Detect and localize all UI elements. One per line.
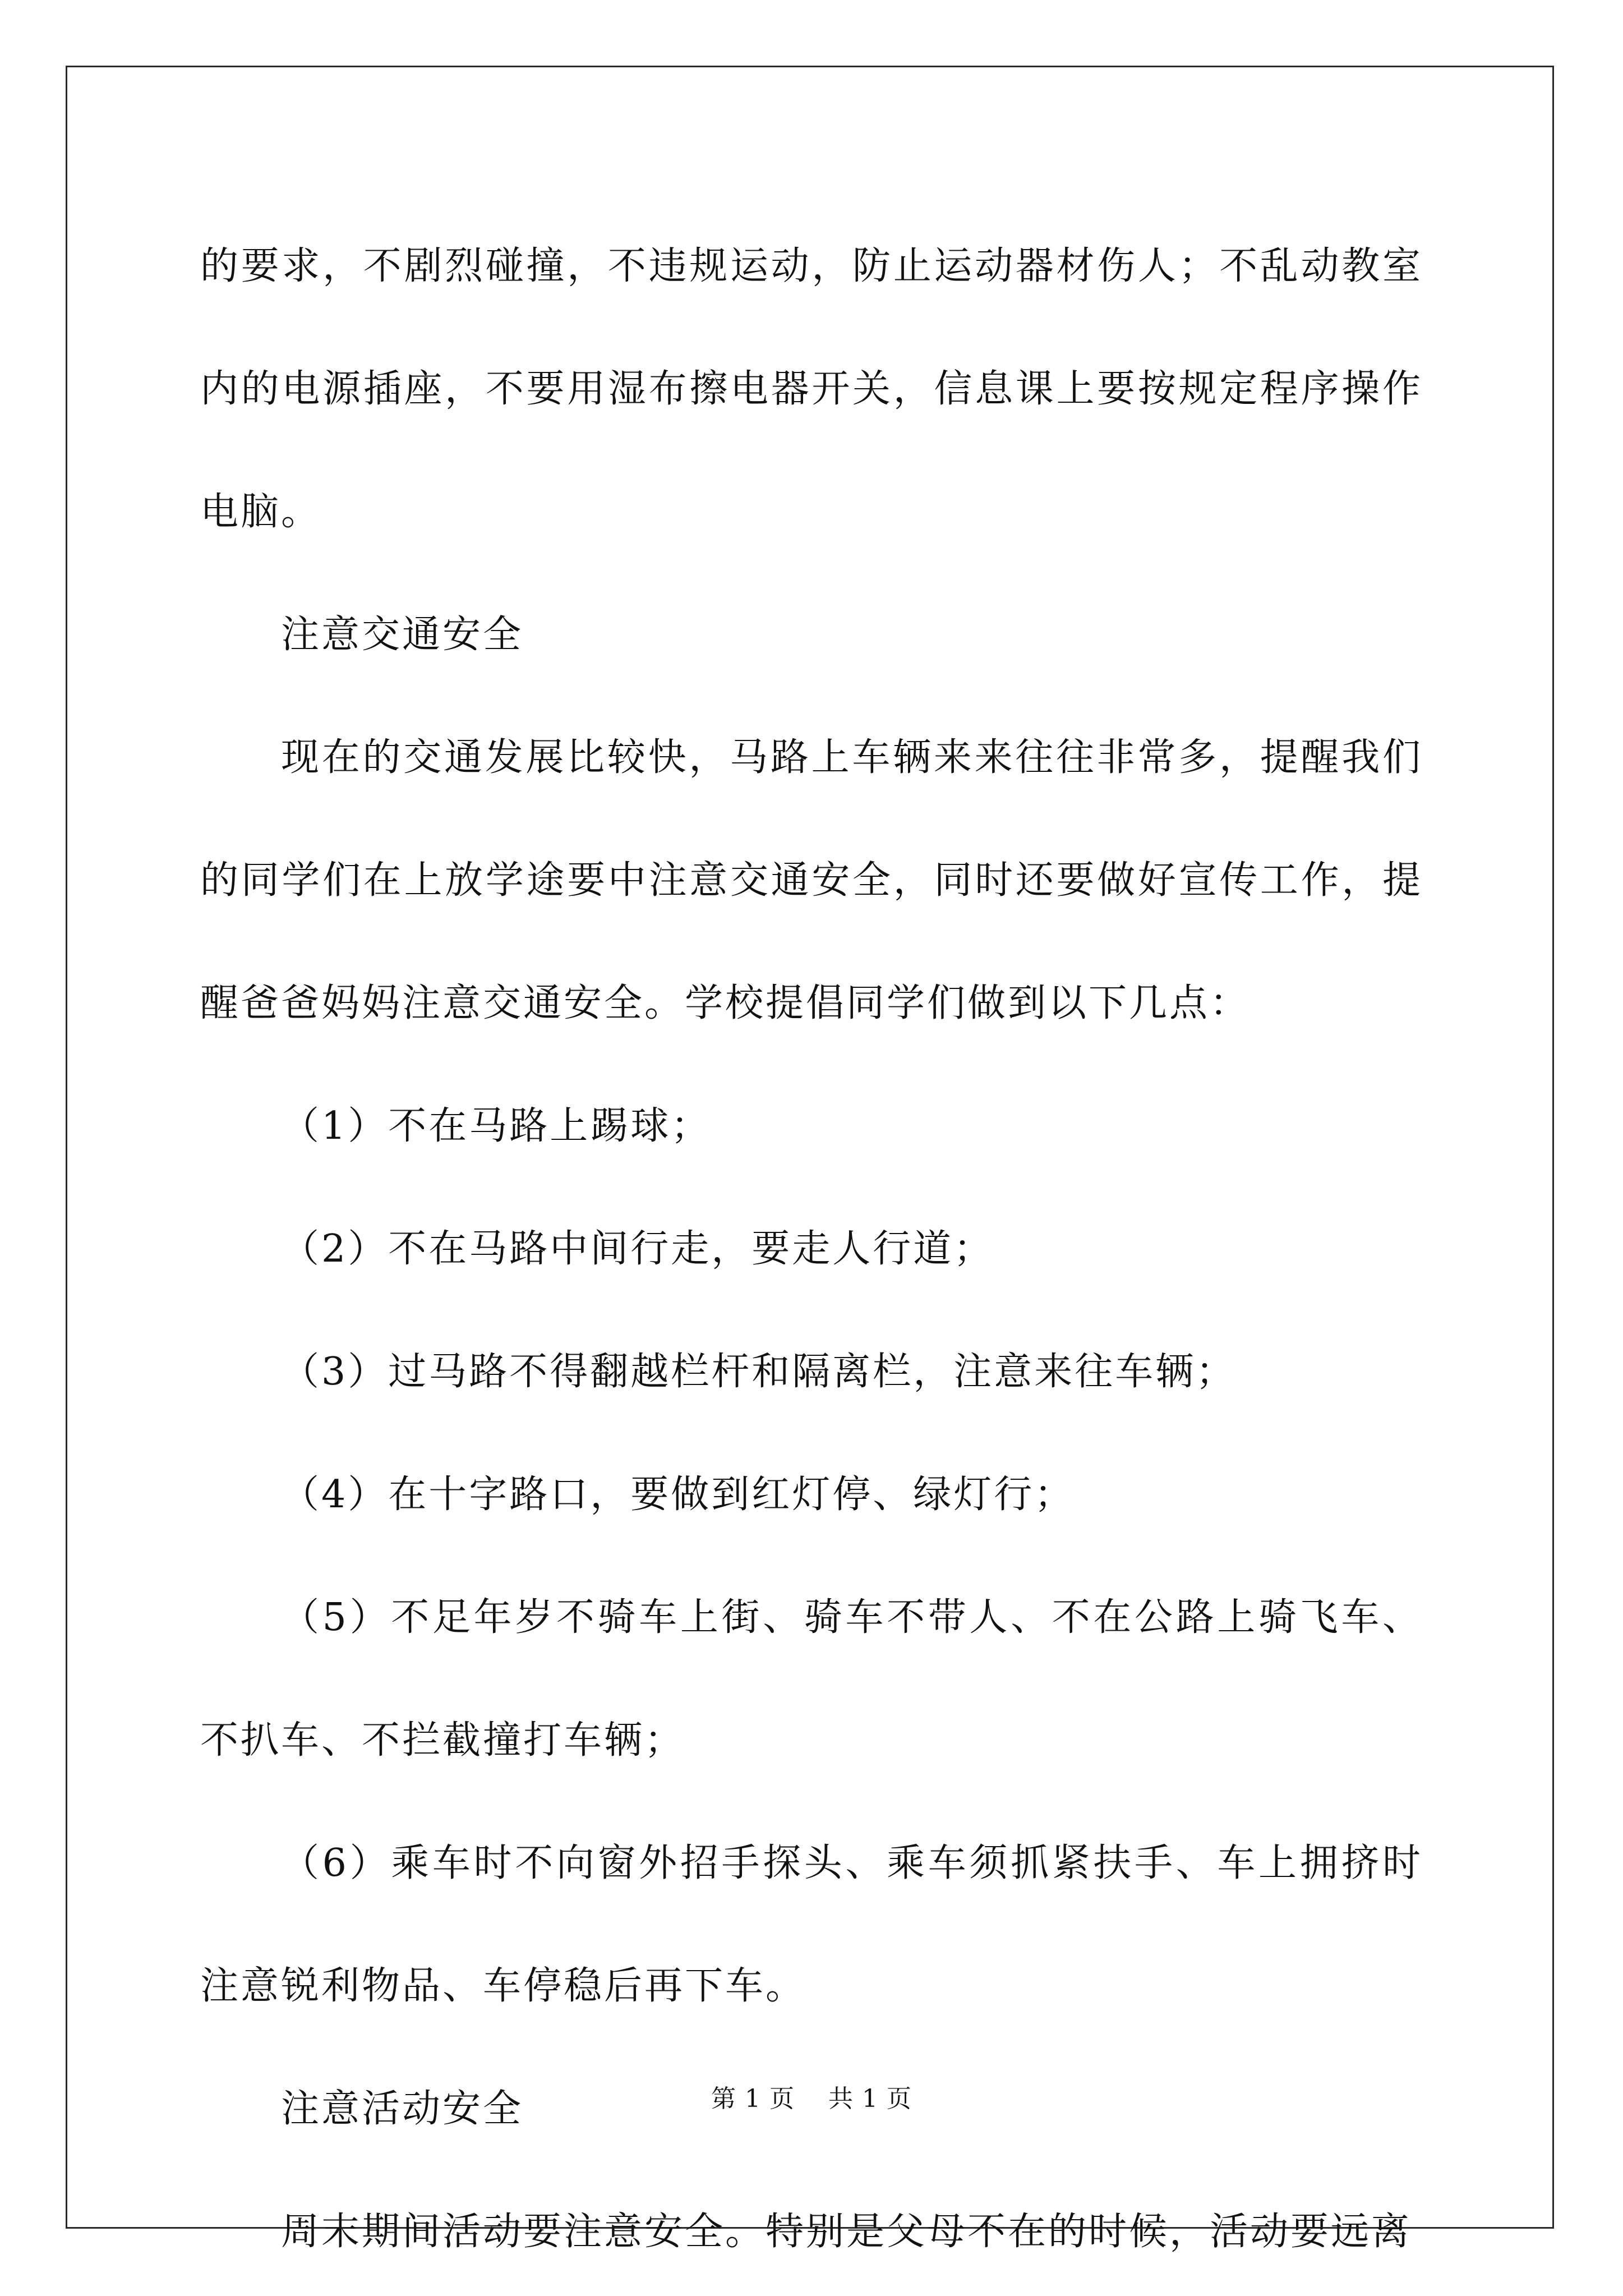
paragraph-continuation: 的要求，不剧烈碰撞，不违规运动，防止运动器材伤人；不乱动教室内的电源插座，不要用湿布擦电器开关，信息课上要按规定程序操作电脑。 — [200, 244, 1423, 534]
section-heading-traffic-safety: 注意交通安全 — [281, 613, 524, 657]
list-item-5: （5）不足年岁不骑车上街、骑车不带人、不在公路上骑飞车、不扒车、不拦截撞打车辆； — [200, 1595, 1423, 1763]
list-item-2: （2）不在马路中间行走，要走人行道； — [281, 1227, 994, 1271]
paragraph-traffic-intro: 现在的交通发展比较快，马路上车辆来来往往非常多，提醒我们的同学们在上放学途要中注意交通安全，同时还要做好宣传工作，提醒爸爸妈妈注意交通安全。学校提倡同学们做到以下几点： — [200, 735, 1423, 1025]
list-item-3: （3）过马路不得翻越栏杆和隔离栏，注意来往车辆； — [281, 1350, 1237, 1394]
document-body — [200, 205, 1423, 2293]
page-footer: 第 1 页 共 1 页 — [711, 2085, 912, 2113]
list-item-4: （4）在十字路口，要做到红灯停、绿灯行； — [281, 1473, 1075, 1517]
list-item-6: （6）乘车时不向窗外招手探头、乘车须抓紧扶手、车上拥挤时注意锐利物品、车停稳后再下车。 — [200, 1841, 1423, 2008]
paragraph-activity-intro: 周末期间活动要注意安全。特别是父母不在的时候，活动要远离 — [281, 2210, 1412, 2254]
section-heading-activity-safety: 注意活动安全 — [281, 2087, 524, 2131]
list-item-1: （1）不在马路上踢球； — [281, 1104, 712, 1148]
